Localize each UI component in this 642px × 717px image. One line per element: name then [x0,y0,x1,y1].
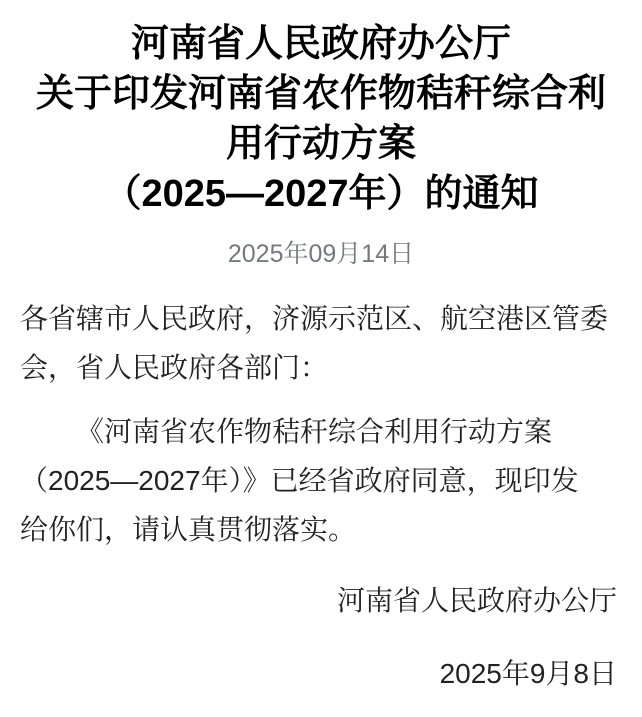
salutation-line-2: 会，省人民政府各部门： [20,352,329,383]
signature-issuer: 河南省人民政府办公厅 [336,585,617,616]
title-line-1: 河南省人民政府办公厅 [130,23,511,65]
title-line-3: 用行动方案 [225,123,416,165]
salutation-line-1: 各省辖市人民政府，济源示范区、航空港区管委 [20,303,609,334]
salutation-paragraph [20,294,622,392]
body-paragraph [20,407,622,554]
title-line-4: （2025—2027年）的通知 [103,173,539,215]
title-line-2: 关于印发河南省农作物秸秆综合利 [35,73,606,115]
document-title [20,19,622,219]
body-line-1: 《河南省农作物秸秆综合利用行动方案 [76,416,553,447]
body-line-3: 给你们，请认真贯彻落实。 [20,514,357,545]
publish-date: 2025年09月14日 [227,240,415,268]
body-line-2: （2025—2027年）》已经省政府同意，现印发 [20,465,579,496]
signature-date: 2025年9月8日 [439,658,617,689]
